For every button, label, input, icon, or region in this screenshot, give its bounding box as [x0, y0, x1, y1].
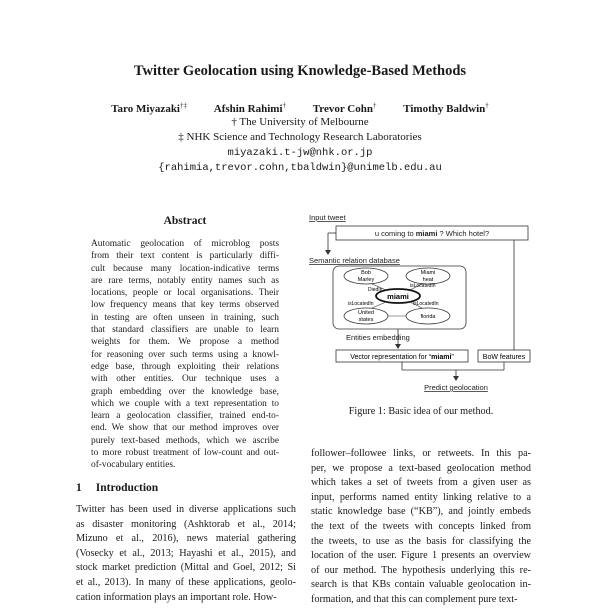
- edge-label: isLocatedIn: [348, 301, 374, 307]
- text-line: as disaster monitoring (Ashktorab et al., 2014;: [76, 518, 296, 530]
- node-label: miami: [387, 292, 409, 301]
- text-line: weights for them. We propose a method: [91, 337, 279, 348]
- text-line: in testing are often unseen in training, such: [91, 312, 279, 323]
- right-column-text: [311, 447, 531, 608]
- author: Timothy Baldwin†: [403, 101, 489, 115]
- text-line: input, performs named entity linking relative to a: [311, 491, 531, 503]
- text-line: locations, people or local organisations. Their: [91, 288, 279, 299]
- node-label: Miami: [420, 270, 436, 276]
- vector-text: Vector representation for “miami”: [350, 354, 454, 361]
- edge-label: isLocatedIn: [410, 283, 436, 289]
- entities-embedding-label: Entities embedding: [346, 333, 410, 342]
- edge-label: DiedIn: [368, 287, 383, 293]
- affiliation-1: † The University of Melbourne: [231, 116, 369, 128]
- text-line: from their text content is particularly diffi-: [91, 251, 279, 262]
- text-line: cation information plays an important role. How-: [76, 591, 277, 603]
- author: Trevor Cohn†: [312, 101, 377, 115]
- section-heading: 1 Introduction: [76, 482, 159, 494]
- text-line: edge base, through exploiting their relations: [91, 361, 279, 372]
- text-line: search is that KBs contain valuable geolocation in-: [311, 579, 531, 591]
- text-line: per, we propose a text-based geolocation method: [311, 462, 531, 474]
- text-line: follower–followee links, or retweets. In this pa-: [311, 448, 531, 459]
- predict-label: Predict geolocation: [424, 383, 488, 392]
- node-label: Marley: [357, 277, 375, 283]
- tweet-text: u coming to miami ? Which hotel?: [374, 229, 490, 238]
- text-line: graph embedding over the knowledge base,: [91, 386, 279, 397]
- node-label: heat: [422, 277, 434, 283]
- text-line: Automatic geolocation of microblog posts: [91, 239, 279, 249]
- text-line: to more robust treatment of low-count and out-: [91, 448, 279, 459]
- intro-body: [76, 503, 296, 605]
- text-line: which takes a set of tweets from a given user as: [311, 477, 531, 489]
- text-line: of our method. The hypothesis underlying this re-: [311, 564, 531, 576]
- text-line: (Vosecky et al., 2013; Hayashi et al., 2015), and: [76, 547, 296, 559]
- text-line: static knowledge base (“KB”), and jointly embeds: [311, 506, 531, 518]
- text-line: that standard classifiers are unable to learn: [91, 325, 279, 336]
- node-label: Bob: [361, 270, 371, 276]
- node-label: florida: [420, 314, 436, 320]
- text-line: Mizuno et al., 2016), news material gathering: [76, 533, 296, 545]
- text-line: the tweets, to use as the basis for classifying the: [311, 535, 531, 547]
- text-line: et al., 2013). In many of these applications, geolo-: [76, 576, 296, 588]
- node-label: states: [358, 317, 374, 323]
- author-list: [0, 101, 600, 115]
- email-2: {rahimia,trevor.cohn,tbaldwin}@unimelb.edu.au: [158, 162, 442, 174]
- abstract-heading: Abstract: [163, 215, 207, 227]
- affiliation-2: ‡ NHK Science and Technology Research Laboratories: [178, 131, 422, 143]
- figure-diagram: [306, 208, 532, 398]
- db-label: Semantic relation database: [309, 256, 400, 265]
- text-line: learn a geolocation classifier, trained end-to-: [91, 411, 279, 422]
- text-line: formation, and that this can complement pure text-: [311, 593, 518, 605]
- figure-caption: Figure 1: Basic idea of our method.: [348, 406, 494, 417]
- text-line: location of the user. Figure 1 presents an overview: [311, 550, 531, 562]
- text-line: low frequency means that key terms observed: [91, 300, 279, 311]
- node-label: United: [358, 310, 374, 316]
- text-line: purely text-based methods, which we ascribe: [91, 435, 279, 446]
- text-line: are rare terms, notably entity names such as: [91, 275, 279, 286]
- bow-text: BoW features: [482, 354, 526, 361]
- text-line: stock market prediction (Mittal and Goel, 2012; Si: [76, 562, 296, 574]
- text-line: of-vocabulary entities.: [91, 460, 176, 471]
- author: Taro Miyazaki†‡: [111, 101, 187, 115]
- input-tweet-label: Input tweet: [309, 213, 346, 222]
- text-line: end. We show that our method improves over: [91, 423, 279, 434]
- paper-title: Twitter Geolocation using Knowledge-Based Methods: [133, 63, 467, 79]
- text-line: the text of the tweets with concepts linked from: [311, 520, 531, 532]
- author: Afshin Rahimi†: [213, 101, 287, 115]
- text-line: with other entities. Our technique uses a: [91, 374, 279, 385]
- abstract-body: [91, 238, 279, 472]
- edge-label: isLocatedIn: [413, 301, 439, 307]
- text-line: which we couple with a text representation to: [91, 398, 279, 409]
- text-line: cult because many location-indicative terms: [91, 263, 279, 274]
- text-line: Twitter has been used in diverse applications such: [76, 504, 296, 515]
- text-line: for reasoning over such terms using a knowl-: [91, 349, 279, 360]
- email-1: miyazaki.t-jw@nhk.or.jp: [227, 147, 373, 159]
